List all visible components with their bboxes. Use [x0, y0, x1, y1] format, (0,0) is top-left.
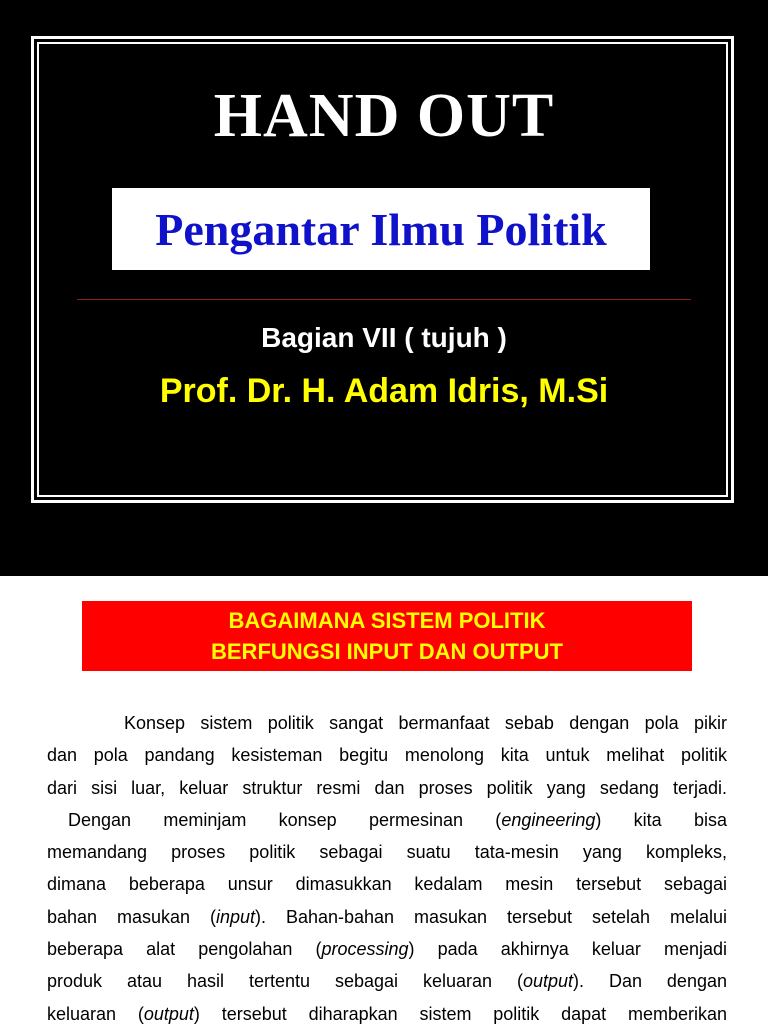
text-run: ) tersebut diharapkan sistem politik dapat memberikan: [193, 1003, 727, 1024]
slide-author: Prof. Dr. H. Adam Idris, M.Si: [159, 372, 609, 410]
text-run: ) kita bisa: [595, 809, 727, 830]
paragraph-line: [47, 868, 727, 900]
text-run: ) pada akhirnya keluar menjadi: [408, 939, 727, 960]
text-run: beberapa alat pengolahan (: [47, 939, 322, 960]
body-paragraph: [47, 707, 727, 1030]
text-run: ). Dan dengan: [573, 971, 727, 992]
text-run: dan pola pandang kesisteman begitu menolong kita untuk melihat politik: [47, 745, 727, 766]
slide-title: HAND OUT: [213, 82, 555, 150]
slide-divider: [77, 299, 691, 300]
text-run: keluaran (: [47, 1003, 144, 1024]
document-page: [0, 576, 768, 1024]
slide-subtitle: Pengantar Ilmu Politik: [155, 203, 607, 255]
text-run: dimana beberapa unsur dimasukkan kedalam mesin tersebut sebagai: [47, 874, 727, 895]
banner-line-1: BAGAIMANA SISTEM POLITIK: [228, 608, 546, 633]
italic-term: input: [215, 906, 256, 927]
italic-term: processing: [321, 939, 409, 960]
italic-term: output: [522, 971, 573, 992]
paragraph-line: [47, 772, 727, 804]
paragraph-line: [47, 998, 727, 1030]
paragraph-line: [47, 965, 727, 997]
paragraph-line: [47, 901, 727, 933]
text-run: dari sisi luar, keluar struktur resmi dan proses politik yang sedang terjadi.: [47, 777, 727, 798]
paragraph-line: [47, 804, 727, 836]
text-run: produk atau hasil tertentu sebagai keluaran (: [47, 971, 523, 992]
text-run: Konsep sistem politik sangat bermanfaat sebab dengan pola pikir: [124, 713, 727, 733]
banner-line-2: BERFUNGSI INPUT DAN OUTPUT: [211, 639, 563, 664]
text-run: bahan masukan (: [47, 906, 216, 927]
paragraph-line: [47, 836, 727, 868]
text-run: ). Bahan-bahan masukan tersebut setelah melalui: [255, 906, 727, 927]
section-banner: [82, 601, 692, 671]
text-run: memandang proses politik sebagai suatu tata-mesin yang kompleks,: [47, 842, 727, 863]
paragraph-line: [47, 739, 727, 771]
paragraph-line: [47, 933, 727, 965]
text-run: Dengan meminjam konsep permesinan (: [68, 809, 502, 830]
italic-term: output: [143, 1003, 194, 1024]
paragraph-line: [47, 707, 727, 739]
italic-term: engineering: [501, 809, 596, 830]
subtitle-box: [112, 188, 650, 270]
slide-part-label: Bagian VII ( tujuh ): [261, 322, 507, 353]
